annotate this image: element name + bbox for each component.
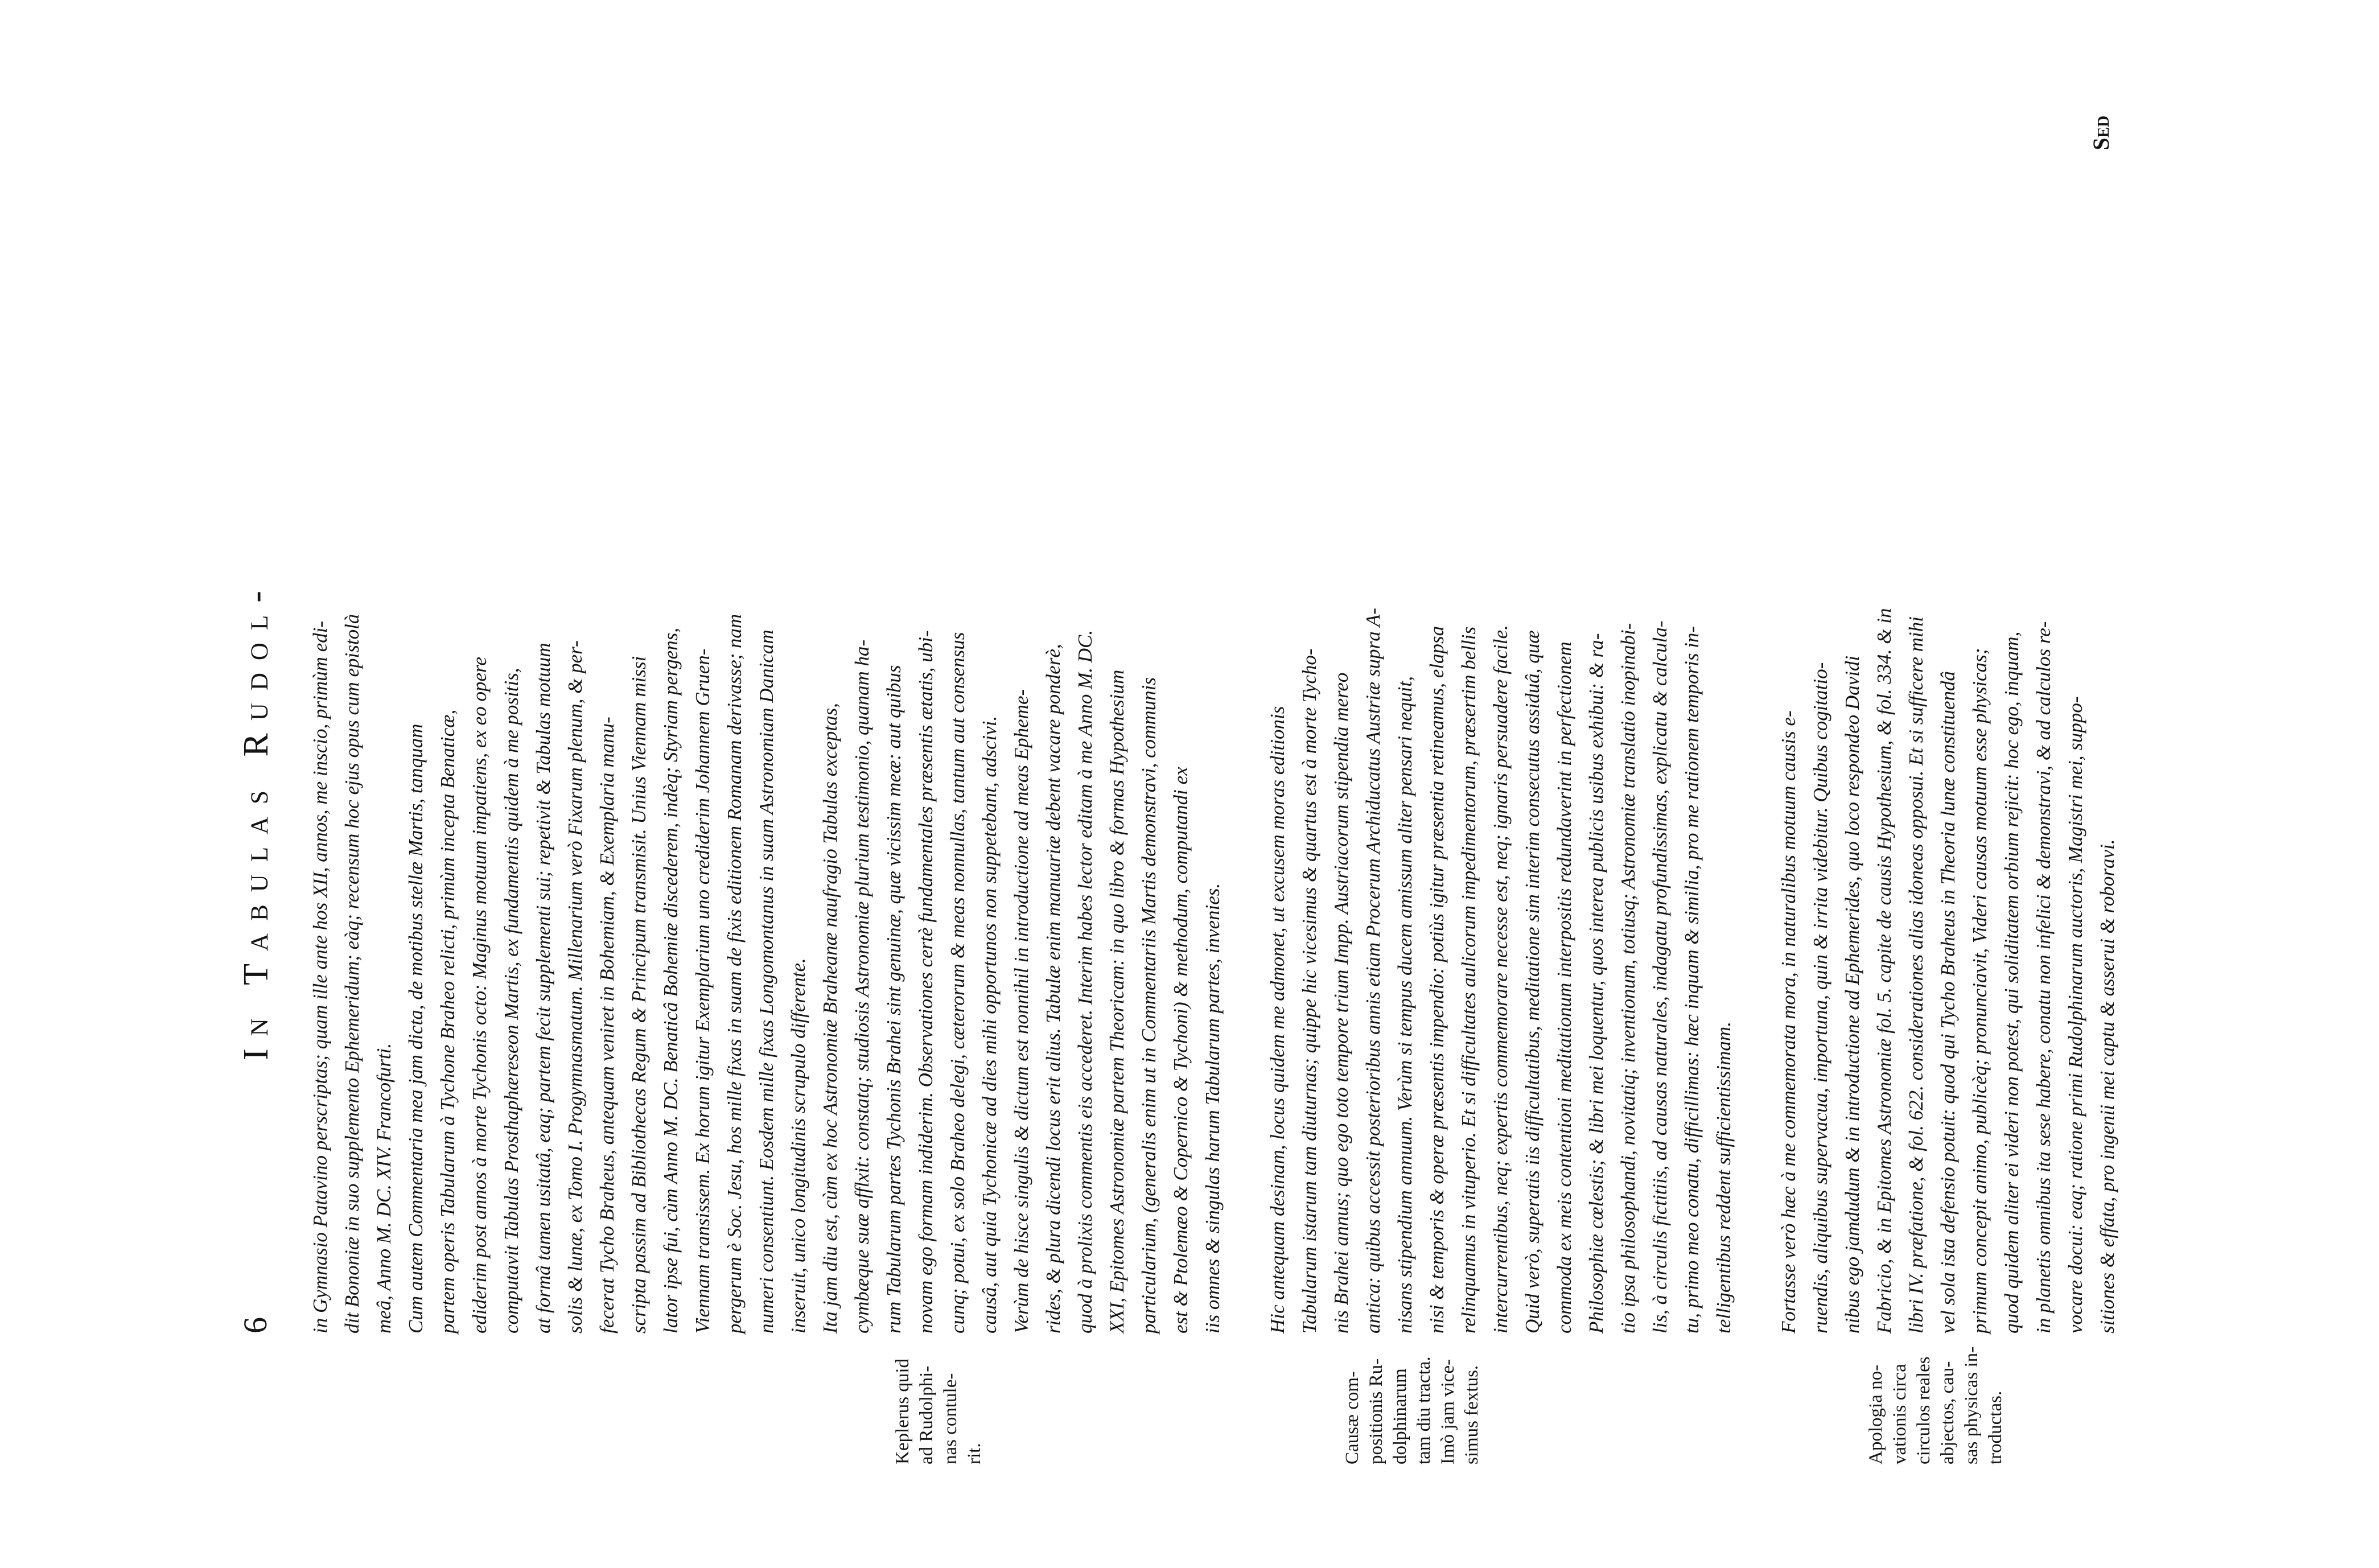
section-gap bbox=[1740, 121, 1773, 1334]
text-line: iis omnes & singulas harum Tabularum partes, invenies. bbox=[1201, 883, 1224, 1334]
text-line: Tabularum istarum tam diuturnas; quippe hic vicesimus & quartus est à morte Tycho- bbox=[1298, 648, 1320, 1334]
text-line: primum concepit animo, publicèq; pronunciavit, Videri causas motuum esse physicas; bbox=[1969, 648, 1991, 1334]
text-line: Ita jam diu est, cùm ex hoc Astronomiæ Braheanæ naufragio Tabulas exceptas, bbox=[819, 703, 841, 1334]
margin-note bbox=[1864, 1342, 2007, 1464]
paragraph bbox=[1262, 121, 1740, 1334]
margin-note-line: abjectos, cau- bbox=[1937, 1361, 1958, 1464]
margin-note-line: tam diu tracta. bbox=[1414, 1356, 1434, 1464]
text-line: dit Bononiæ in suo supplemento Ephemeridum; eàq; recensum hoc ejus opus cum epistolà bbox=[341, 614, 363, 1334]
text-line: nisi & temporis & operæ præsentis impendio: potiùs igitur præsentia retineamus, elapsa bbox=[1426, 625, 1448, 1334]
text-line: cymbæque suæ afflxit: constatq; studiosis Astronomiæ plurium testimonio, quanam ha- bbox=[851, 639, 873, 1334]
text-line: vocare docui: eaq; ratione primi Rudolphinarum auctoris, Magistri mei, suppo- bbox=[2064, 696, 2086, 1334]
margin-note-line: Keplerus quid bbox=[892, 1358, 913, 1464]
text-line: relinquamus in vituperio. Et si difficultates aulicorum impedimentorum, præsertim bellis bbox=[1458, 626, 1480, 1334]
text-line: telligentibus reddent sufficientissimam. bbox=[1713, 1022, 1735, 1334]
margin-note-line: Imò jam vice- bbox=[1438, 1359, 1458, 1464]
paragraph bbox=[1773, 121, 2123, 1334]
text-line: ediderim post annos à morte Tychonis octo: Maginus motuum impatiens, ex eo opere bbox=[468, 657, 491, 1334]
text-line: intercurrentibus, neq; expertis commemorare necesse est, neq; ignaris persuadere facile. bbox=[1489, 625, 1512, 1334]
text-line: particularium, (generalis enim ut in Commentariis Martis demonstravi, communis bbox=[1138, 677, 1160, 1334]
text-line: in Gymnasio Patavino perscriptas; quam ille ante hos XII, annos, me inscio, primùm edi- bbox=[309, 620, 331, 1334]
text-line: lis, à circulis fictitiis, ad causas naturales, indagatu profundissimas, explicatu & calcula- bbox=[1649, 620, 1671, 1334]
paragraph bbox=[814, 121, 1006, 1334]
text-line: causâ, aut quia Tychonicæ ad dies mihi opportunos non suppetebant, adscivi. bbox=[978, 715, 1001, 1334]
margin-note bbox=[1340, 1342, 1484, 1464]
book-page bbox=[168, 93, 2205, 1476]
text-line: tio ipsa philosophandi, novitatiq; inventionum, totiusq; Astronomiæ translatio inopinabi- bbox=[1617, 623, 1639, 1334]
margin-note-line: dolphinarum bbox=[1390, 1368, 1410, 1464]
text-line: Verùm de hisce singulis & dictum est nonnihil in introductione ad meas Epheme- bbox=[1010, 689, 1032, 1334]
text-line: antica: quibus accessit posterioribus annis etiam Procerum Archiducatus Austriæ supra A- bbox=[1362, 608, 1384, 1334]
margin-note-line: sas physicas in- bbox=[1961, 1346, 1982, 1464]
page-number: 6 bbox=[237, 1317, 274, 1334]
text-line: Fortasse verò hæc à me commemorata mora, in naturalibus motuum causis e- bbox=[1777, 710, 1800, 1334]
text-line: Viennam transissem. Ex horum igitur Exemplarium uno crediderim Johannem Gruen- bbox=[692, 648, 714, 1334]
margin-note-line: nas contule- bbox=[940, 1373, 961, 1464]
paragraph bbox=[1006, 121, 1229, 1334]
text-line: rum Tabularum partes Tychonis Brahei sint genuinæ, quæ vicissim meæ: aut quibus bbox=[883, 665, 905, 1334]
margin-note-line: vationis circa bbox=[1890, 1364, 1910, 1464]
margin-note-line: Apologia no- bbox=[1866, 1364, 1886, 1464]
text-line: inseruit, unico longitudinis scrupulo differente. bbox=[787, 958, 809, 1334]
text-line: sitiones & effata, pro ingenii mei captu & asserui & roboravi. bbox=[2096, 839, 2118, 1334]
text-line: partem operis Tabularum à Tychone Braheo relicti, primùm incepta Benaticæ, bbox=[437, 709, 459, 1334]
text-line: quod quidem aliter ei videri non potest, qui soliditatem orbium rejicit: hoc ego, inquam, bbox=[2001, 631, 2023, 1334]
text-line: scripta passim ad Bibliothecas Regum & Principum transmisit. Unius Viennam missi bbox=[628, 656, 650, 1334]
paragraph bbox=[304, 121, 400, 1334]
text-line: Quid verò, superatis iis difficultatibus, meditatione sim interim consecutus assiduâ, quæ bbox=[1521, 630, 1544, 1334]
text-line: vel sola ista defensio potuit: quod qui Tycho Braheus in Theoria lunæ constituendâ bbox=[1937, 671, 1959, 1334]
margin-note-line: ad Rudolphi- bbox=[916, 1365, 937, 1464]
text-line: Hic antequam desinam, locus quidem me admonet, ut excusem moras editionis bbox=[1266, 706, 1289, 1334]
text-line: nis Brahei annus; quo ego toto tempore trium Impp. Austriacorum stipendia mereo bbox=[1330, 672, 1352, 1334]
margin-note-line: circulos reales bbox=[1913, 1356, 1934, 1464]
text-line: pergerum è Soc. Jesu, hos mille fixas in suam de fixis editionem Romanam derivasse; nam bbox=[723, 614, 746, 1334]
section-gap bbox=[1229, 121, 1262, 1334]
text-line: nibus ego jamdudum & in introductione ad Ephemerides, quo loco respondeo Davidi bbox=[1841, 655, 1863, 1334]
margin-note-line: positionis Ru- bbox=[1366, 1358, 1386, 1464]
text-line: meâ, Anno M. DC. XIV. Francofurti. bbox=[373, 1043, 395, 1334]
text-line: tu, primo meo conatu, difficillimas: hæc inquam & similia, pro me rationem temporis in- bbox=[1681, 625, 1703, 1334]
margin-note bbox=[891, 1342, 986, 1464]
text-line: in planetis omnibus ita sese habere, conatu non infelici & demonstravi, & ad calculos re- bbox=[2032, 621, 2055, 1334]
margin-note-line: simus fextus. bbox=[1462, 1365, 1482, 1464]
text-line: Fabricio, & in Epitomes Astronomiæ fol. 5. capite de causis Hypothesium, & fol. 334. & in bbox=[1873, 608, 1895, 1334]
text-line: solis & lunæ, ex Tomo I. Progymnasmatum. Millenarium verò Fixarum plenum, & per- bbox=[564, 640, 586, 1334]
text-line: quod à prolixis commentis eis accederet. Interim habes lector editam à me Anno M. DC. bbox=[1074, 629, 1096, 1334]
text-line: lator ipse fui, cùm Anno M. DC. Benaticâ Bohemiæ discederem, indèq; Styriam pergens, bbox=[660, 627, 682, 1334]
text-line: at formâ tamen usitatâ, eaq; partem fecit supplementi sui; repetivit & Tabulas motuum bbox=[532, 643, 554, 1334]
body-text bbox=[304, 121, 2123, 1334]
catchword: Sed bbox=[2088, 116, 2114, 151]
text-line: computavit Tabulas Prosthaphæreseon Martis, ex fundamentis quidem à me positis, bbox=[500, 668, 522, 1334]
text-line: commoda ex meis contentioni meditationum interpositis redundaverint in perfectionem bbox=[1553, 641, 1575, 1334]
margin-notes bbox=[168, 1345, 2205, 1476]
text-line: est & Ptolemæo & Copernico & Tychoni) & methodum, computandi ex bbox=[1170, 767, 1192, 1334]
text-line: cunq; potui, ex solo Braheo delegi, cæterorum & meas nonnullas, tantum aut consensus bbox=[946, 632, 969, 1334]
text-line: Cum autem Commentaria mea jam dicta, de motibus stellæ Martis, tanquam bbox=[405, 723, 427, 1334]
margin-note-line: rit. bbox=[964, 1443, 985, 1464]
margin-note-line: troductas. bbox=[1985, 1390, 2006, 1464]
text-line: XXI, Epitomes Astronomiæ partem Theoricam: in quo libro & formas Hypothesium bbox=[1106, 669, 1128, 1334]
running-title: In Tabulas Rudol- bbox=[237, 578, 275, 1060]
text-line: nisans stipendium annuum. Verùm si tempus ducem amissum aliter pensari nequit, bbox=[1394, 676, 1416, 1334]
running-head bbox=[236, 195, 282, 1334]
text-line: rides, & plura dicendi locus erit alius. Tabulæ enim manuariæ debent vacare ponderè, bbox=[1042, 644, 1064, 1334]
text-line: ruendis, aliquibus supervacua, importuna, quin & irrita videbitur. Quibus cogitatio- bbox=[1809, 662, 1831, 1334]
paragraph bbox=[400, 121, 814, 1334]
text-line: novam ego formam indiderim. Observationes certè fundamentales præsentis ætatis, ubi- bbox=[915, 630, 937, 1334]
text-line: fecerat Tycho Braheus, antequam veniret in Bohemiam, & Exemplaria manu- bbox=[596, 717, 618, 1334]
text-line: numeri consentiunt. Eosdem mille fixas Longomontanus in suam Astronomiam Danicam bbox=[755, 629, 777, 1334]
margin-note-line: Causæ com- bbox=[1342, 1371, 1363, 1464]
text-line: libri IV. præfatione, & fol. 622. considerationes alias idoneas opposui. Et si sufficere mihi bbox=[1905, 616, 1927, 1334]
text-line: Philosophiæ cœlestis; & libri mei loquentur, quos interea publicis usibus exhibui: & ra- bbox=[1585, 633, 1607, 1334]
